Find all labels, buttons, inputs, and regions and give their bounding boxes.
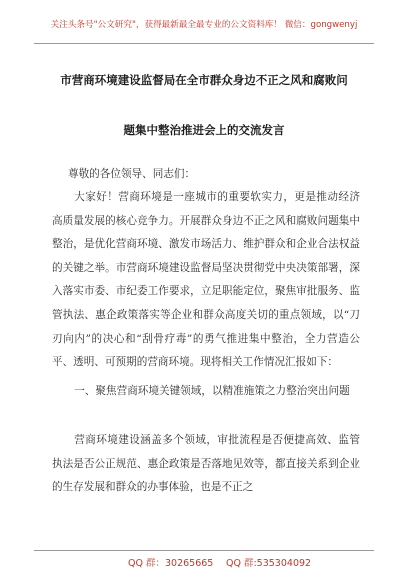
footer-divider: [34, 550, 374, 551]
footer-qq-group-right: QQ 群:535304092: [226, 558, 312, 569]
header-divider: [34, 43, 374, 44]
body-paragraph-2: 营商环境建设涵盖多个领域，审批流程是否便捷高效、监管执法是否公正规范、惠企政策是否落地见效等，都直接关系到企业的生存发展和群众的办事体验，也是不正之: [52, 434, 360, 494]
section-heading-1: 一、聚焦营商环境关键领域，以精准施策之力整治突出问题: [74, 385, 350, 397]
salutation: 尊敬的各位领导、同志们：: [68, 168, 196, 180]
header-banner: 关注头条号"公文研究"，获得最新最全最专业的公文资料库！ 微信：gongwenyj: [50, 20, 358, 30]
footer-qq-group-left: QQ 群：30265665: [128, 558, 214, 569]
document-title-line-1: 市营商环境建设监督局在全市群众身边不正之风和腐败问: [60, 73, 348, 87]
document-title-line-2: 题集中整治推进会上的交流发言: [123, 123, 285, 137]
body-paragraph-1: 大家好！营商环境是一座城市的重要软实力，更是推动经济高质量发展的核心竞争力。开展群众身边不正之风和腐败问题集中整治，是优化营商环境、激发市场活力、维护群众和企业合法权益的关键之举。市营商环境建设监督局坚决贯彻党中央决策部署，深入落实市委、市纪委工作要求，立足职能定位，聚焦审批服务、监管执法、惠企政策落实等企业和群众高度关切的重点领域，以“刀刃向内”的决心和“刮骨疗毒”的勇气推进集中整治，全力营造公平、透明、可预期的营商环境。现将相关工作情况汇报如下：: [52, 191, 360, 369]
